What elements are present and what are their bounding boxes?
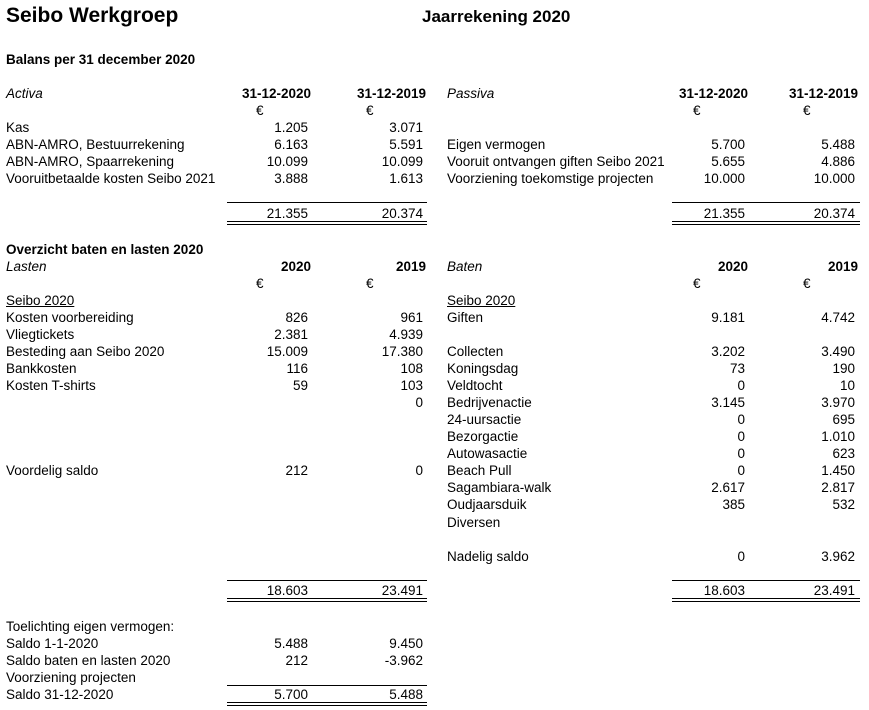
table-cell: 1.010 xyxy=(821,429,855,444)
table-cell: 4.939 xyxy=(389,327,423,342)
table-row-label: Eigen vermogen xyxy=(447,137,546,152)
table-cell: 3.145 xyxy=(711,395,745,410)
table-cell: 5.488 xyxy=(821,137,855,152)
table-cell: 10 xyxy=(839,378,855,393)
lasten-col2-header: 2019 xyxy=(395,259,426,274)
notes-final-2020: 5.700 xyxy=(274,687,308,702)
table-row-label: Beach Pull xyxy=(447,463,512,478)
baten-col1-currency: € xyxy=(693,276,701,291)
activa-total-2019: 20.374 xyxy=(381,206,423,221)
table-cell: 1.613 xyxy=(389,171,423,186)
table-row-label: Saldo 1-1-2020 xyxy=(6,636,99,651)
lasten-total-2019: 23.491 xyxy=(381,583,423,598)
lasten-col1-currency: € xyxy=(256,276,264,291)
table-cell: 3.071 xyxy=(389,120,423,135)
table-cell: 73 xyxy=(729,361,745,376)
table-row-label: ABN-AMRO, Bestuurrekening xyxy=(6,137,185,152)
report-title: Jaarrekening 2020 xyxy=(422,7,571,26)
baten-col2-header: 2019 xyxy=(827,259,858,274)
table-cell: 385 xyxy=(722,497,745,512)
table-row-label: Vooruitbetaalde kosten Seibo 2021 xyxy=(6,171,216,186)
lasten-col2-currency: € xyxy=(366,276,374,291)
table-cell: 103 xyxy=(400,378,423,393)
passiva-total-2020: 21.355 xyxy=(703,206,745,221)
table-cell: 10.099 xyxy=(266,154,308,169)
table-cell: 4.886 xyxy=(821,154,855,169)
notes-title: Toelichting eigen vermogen: xyxy=(6,619,175,634)
table-cell: 3.202 xyxy=(711,344,745,359)
balance-title: Balans per 31 december 2020 xyxy=(6,52,196,67)
table-cell: 116 xyxy=(286,361,308,376)
table-cell: 2.381 xyxy=(274,327,308,342)
overview-title: Overzicht baten en lasten 2020 xyxy=(6,242,204,257)
lasten-total-2020: 18.603 xyxy=(266,583,308,598)
lasten-col1-header: 2020 xyxy=(280,259,311,274)
table-cell: 5.591 xyxy=(389,137,423,152)
table-cell: 1.450 xyxy=(821,463,855,478)
passiva-total-2019: 20.374 xyxy=(813,206,855,221)
table-row-label: Oudjaarsduik xyxy=(447,497,527,512)
passiva-label: Passiva xyxy=(447,86,495,101)
table-row-label: Veldtocht xyxy=(447,378,503,393)
table-cell: 3.490 xyxy=(821,344,855,359)
table-cell: 5.488 xyxy=(274,636,308,651)
passiva-col1-currency: € xyxy=(693,103,701,118)
baten-saldo-label: Nadelig saldo xyxy=(447,549,529,564)
baten-saldo-2020: 0 xyxy=(737,549,745,564)
subtotal-divider xyxy=(227,580,427,581)
lasten-section-heading: Seibo 2020 xyxy=(6,293,75,308)
table-cell: 0 xyxy=(737,463,745,478)
table-row-label: Besteding aan Seibo 2020 xyxy=(6,344,165,359)
table-row-label: Collecten xyxy=(447,344,504,359)
table-cell: 212 xyxy=(285,653,308,668)
total-double-underline xyxy=(227,702,427,706)
table-cell: 6.163 xyxy=(274,137,308,152)
total-double-underline xyxy=(672,598,860,602)
table-row-label: ABN-AMRO, Spaarrekening xyxy=(6,154,175,169)
activa-label: Activa xyxy=(6,86,43,101)
table-cell: 4.742 xyxy=(821,310,855,325)
table-row-label: Giften xyxy=(447,310,484,325)
activa-col1-currency: € xyxy=(256,103,264,118)
table-cell: -3.962 xyxy=(384,653,423,668)
table-cell: 10.000 xyxy=(813,171,855,186)
table-cell: 0 xyxy=(737,412,745,427)
table-row-label: Kosten voorbereiding xyxy=(6,310,134,325)
table-cell: 10.099 xyxy=(381,154,423,169)
passiva-col2-header: 31-12-2019 xyxy=(788,86,858,101)
table-row-label: Sagambiara-walk xyxy=(447,480,552,495)
table-row-label: Kosten T-shirts xyxy=(6,378,96,393)
total-double-underline xyxy=(227,221,427,225)
baten-section-heading: Seibo 2020 xyxy=(447,293,516,308)
table-cell: 5.700 xyxy=(711,137,745,152)
table-cell: 190 xyxy=(832,361,855,376)
table-row-label: Bedrijvenactie xyxy=(447,395,532,410)
table-cell: 0 xyxy=(737,446,745,461)
lasten-saldo-label: Voordelig saldo xyxy=(6,463,99,478)
table-cell: 2.817 xyxy=(821,480,855,495)
table-row-label: Voorziening projecten xyxy=(6,670,136,685)
table-row-label: Vliegtickets xyxy=(6,327,75,342)
baten-saldo-2019: 3.962 xyxy=(821,549,855,564)
table-row-label: Bezorgactie xyxy=(447,429,519,444)
total-double-underline xyxy=(672,221,860,225)
table-cell: 695 xyxy=(832,412,855,427)
organization-name: Seibo Werkgroep xyxy=(6,4,179,27)
table-cell: 0 xyxy=(737,378,745,393)
activa-col1-header: 31-12-2020 xyxy=(241,86,311,101)
table-cell: 532 xyxy=(832,497,855,512)
table-row-label: Diversen xyxy=(447,515,501,530)
subtotal-divider xyxy=(672,580,860,581)
activa-col2-currency: € xyxy=(366,103,374,118)
baten-label: Baten xyxy=(447,259,483,274)
table-cell: 0 xyxy=(415,395,423,410)
table-cell: 2.617 xyxy=(711,480,745,495)
table-cell: 9.450 xyxy=(389,636,423,651)
subtotal-divider xyxy=(227,202,427,203)
table-row-label: Vooruit ontvangen giften Seibo 2021 xyxy=(447,154,665,169)
table-row-label: Autowasactie xyxy=(447,446,528,461)
activa-col2-header: 31-12-2019 xyxy=(356,86,426,101)
table-row-label: Voorziening toekomstige projecten xyxy=(447,171,654,186)
table-cell: 826 xyxy=(285,310,308,325)
baten-total-2020: 18.603 xyxy=(703,583,745,598)
table-row-label: Koningsdag xyxy=(447,361,519,376)
baten-col1-header: 2020 xyxy=(717,259,748,274)
activa-total-2020: 21.355 xyxy=(266,206,308,221)
table-row-label: Kas xyxy=(6,120,30,135)
notes-final-2019: 5.488 xyxy=(389,687,423,702)
table-cell: 1.205 xyxy=(274,120,308,135)
table-cell: 9.181 xyxy=(711,310,745,325)
table-cell: 17.380 xyxy=(381,344,423,359)
table-cell: 623 xyxy=(832,446,855,461)
notes-final-label: Saldo 31-12-2020 xyxy=(6,687,114,702)
subtotal-divider xyxy=(672,202,860,203)
table-cell: 108 xyxy=(400,361,423,376)
table-cell: 59 xyxy=(292,378,308,393)
total-double-underline xyxy=(227,598,427,602)
table-cell: 961 xyxy=(400,310,423,325)
lasten-saldo-2020: 212 xyxy=(285,463,308,478)
lasten-label: Lasten xyxy=(6,259,47,274)
table-row-label: Bankkosten xyxy=(6,361,77,376)
lasten-saldo-2019: 0 xyxy=(415,463,423,478)
passiva-col2-currency: € xyxy=(803,103,811,118)
baten-total-2019: 23.491 xyxy=(813,583,855,598)
baten-col2-currency: € xyxy=(803,276,811,291)
table-cell: 3.888 xyxy=(274,171,308,186)
passiva-col1-header: 31-12-2020 xyxy=(678,86,748,101)
table-cell: 15.009 xyxy=(266,344,308,359)
table-cell: 0 xyxy=(737,429,745,444)
table-cell: 5.655 xyxy=(711,154,745,169)
table-cell: 10.000 xyxy=(703,171,745,186)
table-cell: 3.970 xyxy=(821,395,855,410)
table-row-label: Saldo baten en lasten 2020 xyxy=(6,653,171,668)
table-row-label: 24-uursactie xyxy=(447,412,522,427)
